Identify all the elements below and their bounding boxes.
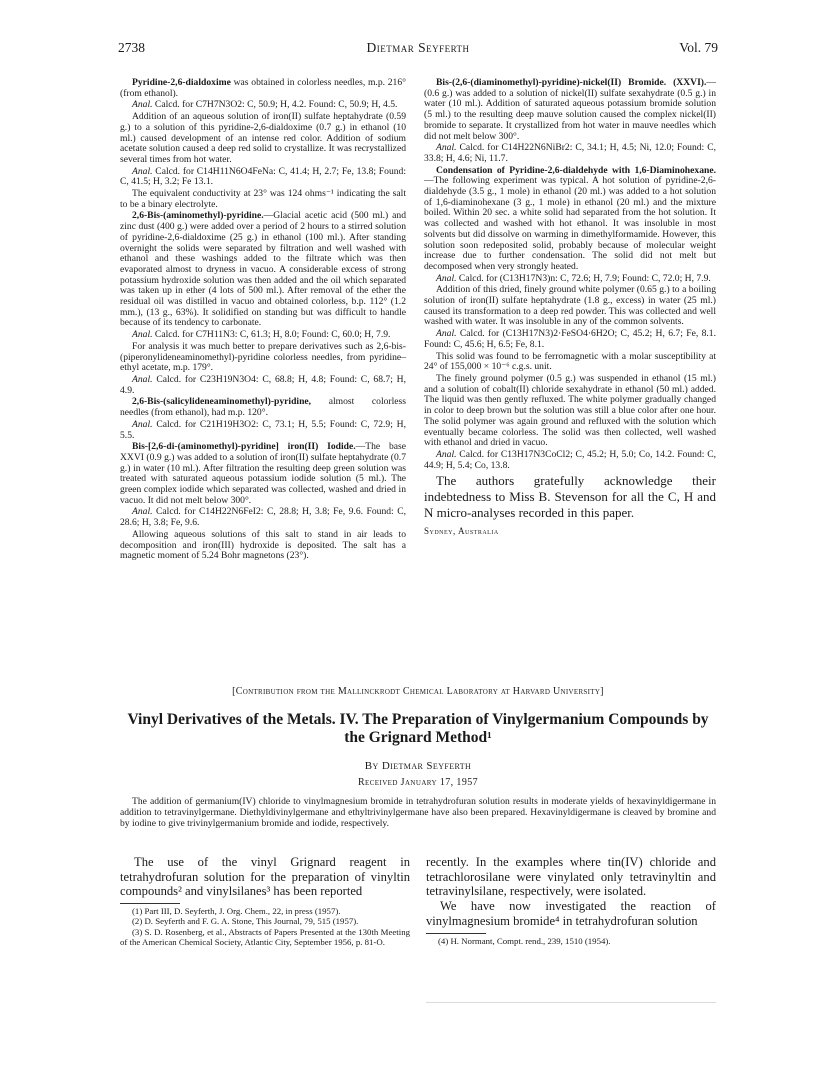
- paragraph: [424, 450, 716, 471]
- heading-run: Bis-(2,6-(diaminomethyl)-pyridine)-nickel(II) Bromide. (XXVI).: [436, 77, 707, 88]
- paragraph: [120, 100, 406, 111]
- text-run: Calcd. for C7H7N3O2: C, 50.9; H, 4.2. Found: C, 50.9; H, 4.5.: [152, 99, 398, 111]
- footnote: (3) S. D. Rosenberg, et al., Abstracts of Papers Presented at the 130th Meeting of the American Chemical Society, Atlantic City, September 1956, p. 81-O.: [120, 926, 410, 947]
- received-date: Received January 17, 1957: [357, 777, 479, 788]
- text-run: Calcd. for C21H19H3O2: C, 73.1; H, 5.5; Found: C, 72.9; H, 5.5.: [120, 418, 406, 441]
- end-rule: [426, 1002, 716, 1003]
- paragraph: [120, 397, 406, 418]
- text-run: was obtained in colorless needles, m.p. 216° (from ethanol).: [120, 77, 406, 99]
- text-run: Calcd. for C23H19N3O4: C, 68.8; H, 4.8; Found: C, 68.7; H, 4.9.: [120, 373, 406, 396]
- body-right-column: [426, 855, 716, 946]
- text-run: Calcd. for C14H11N6O4FeNa: C, 41.4; H, 2.7; Fe, 13.8; Found: C, 41.5; H, 3.2; Fe 13.1.: [120, 165, 406, 188]
- text-run: —The base XXVI (0.9 g.) was added to a solution of iron(II) sulfate heptahydrate (0.7 g.) in water (10 ml.). After filtration the resulting deep green solution was treated with saturated aqueous potassium iodide solution (5 ml.). The green complex iodide which separated was collected, washed and dried in vacuo. It did not melt below 300°.: [120, 441, 406, 506]
- footnote-rule: [426, 933, 486, 934]
- text-run: Calcd. for C14H22N6FeI2: C, 28.8; H, 3.8; Fe, 9.6. Found: C, 28.6; H, 3.8; Fe, 9.6.: [120, 506, 406, 529]
- text-run: Calcd. for (C13H17N3)2·FeSO4·6H2O; C, 45.2; H, 6.7; Fe, 8.1. Found: C, 45.6; H, 6.5; Fe, 8.1.: [424, 328, 716, 350]
- right-column-paragraphs: [424, 78, 716, 471]
- text-run: The finely ground polymer (0.5 g.) was suspended in ethanol (15 ml.) and a solution of cobalt(II) chloride sexahydrate in ethanol (50 ml.) added. The liquid was then gently refluxed. The white polymer gradually changed in color to deep brown but the solution was still a blue color after one hour. The solid polymer was again ground and refluxed with the solution which eventually became colorless. The solid was then collected, well washed with ethanol and dried in vacuo.: [424, 372, 716, 449]
- text-run: Calcd. for C14H22N6NiBr2: C, 34.1; H, 4.5; Ni, 12.0; Found: C, 33.8; H, 4.6; Ni, 11.7.: [424, 142, 716, 164]
- paragraph: [424, 374, 716, 449]
- text-run: The equivalent conductivity at 23° was 124 ohms⁻¹ indicating the salt to be a binary electrolyte.: [120, 188, 406, 210]
- page-number: 2738: [118, 40, 145, 55]
- body-paragraph: The use of the vinyl Grignard reagent in tetrahydrofuran solution for the preparation of vinyltin compounds² and vinylsilanes³ has been reported: [120, 855, 410, 899]
- paragraph: [424, 78, 716, 142]
- italic-run: Anal.: [132, 373, 153, 385]
- body-paragraph: recently. In the examples where tin(IV) chloride and tetrachlorosilane were vinylated only tetravinyltin and tetravinylsilane, respectively, were isolated.: [426, 855, 716, 899]
- footnote-rule: [120, 903, 180, 904]
- contribution-line: [Contribution from the Mallinckrodt Chemical Laboratory at Harvard University]: [232, 686, 604, 697]
- text-run: —The following experiment was typical. A hot solution of pyridine-2,6-dialdehyde (3.5 g., 1 mole) in ethanol (20 ml.) was added to a hot solution of 1,6-diaminohexane (3 g., 1 mole) in ethanol (20 ml.) and the mixture boiled. Within 20 sec. a white solid had separated from the hot solution. It was collected and washed with hot ethanol. It was insoluble in most solvents but did dissolve on warming in dimethylformamide. However, this solution soon redeposited solid, probably because of molecular weight increase due to further condensation. The solid did not melt but decomposed when very strongly heated.: [424, 175, 716, 272]
- heading-run: Bis-[2,6-di-(aminomethyl)-pyridine] iron(II) Iodide.: [132, 441, 356, 453]
- heading-run: 2,6-Bis-(salicylideneaminomethyl)-pyridine,: [132, 396, 312, 408]
- left-column: [120, 78, 406, 563]
- text-run: Calcd. for C7H11N3: C, 61.3; H, 8.0; Found: C, 60.0; H, 7.9.: [152, 329, 391, 341]
- paragraph: [120, 342, 406, 374]
- heading-run: Condensation of Pyridine-2,6-dialdehyde with 1,6-Diaminohexane.: [436, 164, 716, 176]
- paragraph: [120, 442, 406, 506]
- body-paragraph: We have now investigated the reaction of vinylmagnesium bromide⁴ in tetrahydrofuran solution: [426, 899, 716, 928]
- text-run: Calcd. for C13H17N3CoCl2; C, 45.2; H, 5.0; Co, 14.2. Found: C, 44.9; H, 5.4; Co, 13.8.: [424, 448, 716, 471]
- running-author: Dietmar Seyferth: [366, 40, 470, 55]
- footnote: (4) H. Normant, Compt. rend., 239, 1510 (1954).: [438, 935, 611, 946]
- text-run: —Glacial acetic acid (500 ml.) and zinc dust (400 g.) were added over a period of 2 hours to a stirred solution of pyridine-2,6-dialdoxime (25 g.) in ethanol (100 ml.). After standing overnight the solids were separated by filtration and well washed with ethanol and these washings added to the filtrate which was then evaporated almost to dryness in vacuo. A considerable excess of strong potassium hydroxide solution was then added and the oil which separated was taken up in ether (4 lots of 500 ml.). After removal of the ether the residual oil was distilled in vacuo and obtained colorless, b.p. 112° (1.2 mm.), (13 g., 63%). It solidified on standing but was difficult to handle because of its tendency to carbonate.: [120, 210, 406, 329]
- paragraph: [120, 507, 406, 528]
- paragraph: [120, 78, 406, 99]
- text-run: almost colorless needles (from ethanol), had m.p. 120°.: [120, 396, 406, 419]
- italic-run: Anal.: [436, 448, 457, 460]
- paragraph: [120, 330, 406, 341]
- text-run: —(0.6 g.) was added to a solution of nickel(II) sulfate sexahydrate (0.5 g.) in water (10 ml.). Addition of saturated aqueous potassium bromide solution (5 ml.) to the resulting deep mauve solution caused the complex nickel(II) bromide to separate. It crystallized from hot water in mauve needles which did not melt below 300°.: [424, 77, 716, 142]
- paragraph: [120, 420, 406, 441]
- text-run: Calcd. for (C13H17N3)n: C, 72.6; H, 7.9; Found: C, 72.0; H, 7.9.: [456, 272, 711, 284]
- footnote: (1) Part III, D. Seyferth, J. Org. Chem., 22, in press (1957).: [132, 906, 341, 917]
- italic-run: Anal.: [436, 142, 457, 154]
- heading-run: Pyridine-2,6-dialdoxime: [132, 77, 231, 88]
- text-run: For analysis it was much better to prepare derivatives such as 2,6-bis-(piperonylideneaminomethyl)-pyridine colorless needles, from pyridine–ethyl acetate, m.p. 179°.: [120, 340, 406, 374]
- italic-run: Anal.: [132, 165, 153, 177]
- paragraph: [424, 285, 716, 328]
- footnotes-right: [426, 936, 716, 946]
- body-left-column: [120, 855, 410, 947]
- paragraph: [424, 329, 716, 350]
- text-run: Allowing aqueous solutions of this salt to stand in air leads to decomposition and iron(III) hydroxide is deposited. The salt has a magnetic moment of 5.24 Bohr magnetons (23°).: [120, 528, 406, 562]
- italic-run: Anal.: [436, 328, 457, 340]
- text-run: Addition of this dried, finely ground white polymer (0.65 g.) to a boiling solution of iron(II) sulfate heptahydrate (1.8 g., excess) in water (25 ml.) caused its transformation to a deep red powder. This was collected and well washed with water. It was insoluble in any of the common solvents.: [424, 284, 716, 328]
- footnote: (2) D. Seyferth and F. G. A. Stone, This Journal, 79, 515 (1957).: [132, 916, 359, 927]
- paragraph: [120, 189, 406, 210]
- text-run: Addition of an aqueous solution of iron(II) sulfate heptahydrate (0.59 g.) to a solution of this pyridine-2,6-dialdoxime (0.7 g.) in ethanol (10 ml.) caused development of an intense red color. Addition of sodium acetate solution caused a deep red solid to crystallize. It was recrystallized several times from hot water.: [120, 111, 406, 165]
- text-run: This solid was found to be ferromagnetic with a molar susceptibility at 24° of 155,000 × 10⁻⁶ c.g.s. unit.: [424, 350, 716, 373]
- article-title: Vinyl Derivatives of the Metals. IV. The Preparation of Vinylgermanium Compounds by the Grignard Method¹: [127, 711, 709, 746]
- footnotes-left: [120, 906, 410, 947]
- location: Sydney, Australia: [424, 526, 499, 537]
- italic-run: Anal.: [436, 272, 457, 284]
- acknowledgment: The authors gratefully acknowledge their indebtedness to Miss B. Stevenson for all the C, H and N micro-analyses recorded in this paper.: [424, 473, 716, 521]
- paragraph: [424, 166, 716, 273]
- paragraph: [120, 375, 406, 396]
- heading-run: 2,6-Bis-(aminomethyl)-pyridine.: [132, 210, 264, 222]
- running-head: [118, 40, 718, 58]
- abstract: The addition of germanium(IV) chloride to vinylmagnesium bromide in tetrahydrofuran solution results in moderate yields of hexavinyldigermane in addition to tetravinylgermane. Diethyldivinylgermane and ethyltrivinylgermane have also been prepared. Hexavinyldigermane is cleaved by bromine and by iodine to give trivinylgermanium bromide and iodide, respectively.: [120, 796, 716, 829]
- paragraph: [120, 211, 406, 329]
- byline: By Dietmar Seyferth: [364, 760, 472, 772]
- italic-run: Anal.: [132, 506, 153, 518]
- paragraph: [424, 274, 716, 285]
- italic-run: Anal.: [132, 418, 153, 430]
- right-column: [424, 78, 716, 538]
- paragraph: [424, 143, 716, 164]
- italic-run: Anal.: [132, 99, 153, 111]
- paragraph: [424, 352, 716, 373]
- paragraph: [120, 530, 406, 562]
- paragraph: [120, 167, 406, 188]
- volume-number: Vol. 79: [679, 40, 718, 55]
- italic-run: Anal.: [132, 329, 153, 341]
- paragraph: [120, 112, 406, 166]
